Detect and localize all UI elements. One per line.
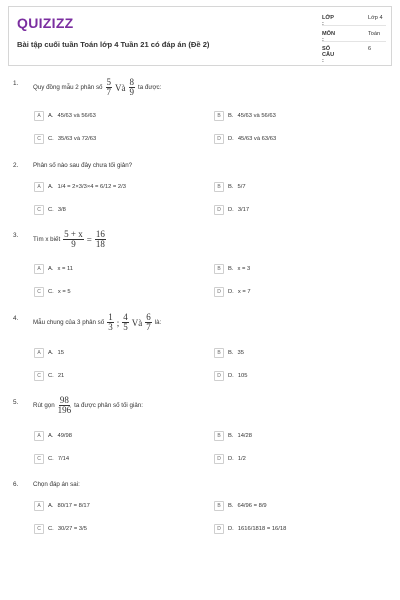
option-c[interactable]	[34, 524, 87, 534]
option-label: C.	[48, 526, 54, 532]
question-suffix: là:	[154, 319, 162, 326]
option-a[interactable]	[34, 501, 90, 511]
option-b[interactable]	[214, 431, 252, 441]
question-prefix: Mẫu chung của 3 phân số	[33, 319, 105, 326]
option-a[interactable]	[34, 431, 72, 441]
option-text: 45/63 và 63/63	[237, 136, 277, 142]
option-label: D.	[228, 373, 234, 379]
option-label: A.	[48, 184, 54, 190]
option-letter-box: C	[34, 287, 44, 297]
numerator: 16	[95, 229, 105, 239]
option-c[interactable]	[34, 287, 71, 297]
option-d[interactable]	[214, 524, 286, 534]
question-number: 4.	[13, 315, 19, 322]
option-label: B.	[228, 113, 234, 119]
conjunction: Và	[131, 317, 143, 328]
fraction	[107, 313, 114, 332]
question-prefix: Rút gọn	[33, 402, 55, 409]
option-letter-box: B	[214, 431, 224, 441]
option-a[interactable]	[34, 111, 96, 121]
option-letter-box: A	[34, 348, 44, 358]
option-label: A.	[48, 350, 54, 356]
denominator: 9	[129, 87, 134, 97]
question-text	[33, 313, 161, 332]
numerator: 98	[59, 395, 69, 405]
option-text: 7/14	[57, 456, 70, 462]
option-a[interactable]	[34, 348, 64, 358]
fraction	[95, 230, 106, 249]
meta-key: LỚP :	[322, 15, 334, 27]
question-text: Chọn đáp án sai:	[33, 481, 80, 488]
option-letter-box: B	[214, 264, 224, 274]
option-letter-box: D	[214, 371, 224, 381]
option-d[interactable]	[214, 371, 247, 381]
option-label: C.	[48, 456, 54, 462]
option-label: B.	[228, 433, 234, 439]
option-text: 21	[57, 373, 65, 379]
question-suffix: ta được:	[138, 84, 162, 91]
denominator: 196	[57, 405, 72, 415]
numerator: 1	[108, 312, 113, 322]
option-b[interactable]	[214, 348, 244, 358]
option-text: 1616/1818 = 16/18	[237, 526, 287, 532]
numerator: 6	[146, 312, 151, 322]
separator: ;	[116, 317, 120, 328]
option-letter-box: B	[214, 501, 224, 511]
option-c[interactable]	[34, 134, 96, 144]
option-text: 35	[237, 350, 244, 356]
option-letter-box: A	[34, 501, 44, 511]
option-label: C.	[48, 373, 54, 379]
numerator: 5 + x	[64, 229, 83, 239]
question-text	[33, 396, 143, 415]
option-text: 3/17	[237, 207, 250, 213]
option-label: D.	[228, 456, 234, 462]
option-letter-box: A	[34, 182, 44, 192]
option-letter-box: D	[214, 134, 224, 144]
option-text: 45/63 và 56/63	[57, 113, 96, 119]
question-number: 5.	[13, 399, 19, 406]
denominator: 3	[108, 322, 113, 332]
option-label: C.	[48, 207, 54, 213]
option-letter-box: D	[214, 205, 224, 215]
option-letter-box: C	[34, 454, 44, 464]
option-label: A.	[48, 433, 54, 439]
numerator: 4	[123, 312, 128, 322]
equals-sign: =	[86, 234, 92, 245]
option-label: D.	[228, 136, 234, 142]
denominator: 7	[146, 322, 151, 332]
option-text: x = 11	[57, 266, 74, 272]
option-d[interactable]	[214, 454, 246, 464]
option-b[interactable]	[214, 264, 250, 274]
option-label: D.	[228, 526, 234, 532]
fraction	[145, 313, 152, 332]
denominator: 18	[95, 239, 105, 249]
option-text: 15	[57, 350, 64, 356]
option-b[interactable]	[214, 111, 276, 121]
option-c[interactable]	[34, 205, 66, 215]
meta-key: MÔN :	[322, 31, 336, 43]
option-label: B.	[228, 184, 234, 190]
option-c[interactable]	[34, 454, 69, 464]
denominator: 9	[71, 239, 76, 249]
option-letter-box: B	[214, 182, 224, 192]
option-text: 30/27 = 3/5	[57, 526, 87, 532]
divider	[322, 41, 386, 42]
fraction	[129, 78, 136, 97]
numerator: 8	[129, 77, 134, 87]
question-number: 2.	[13, 162, 19, 169]
option-label: C.	[48, 136, 54, 142]
question-prefix: Tìm x biết	[33, 236, 61, 243]
option-a[interactable]	[34, 182, 126, 192]
divider	[322, 25, 386, 26]
option-letter-box: C	[34, 524, 44, 534]
option-label: D.	[228, 289, 234, 295]
question-number: 1.	[13, 80, 19, 87]
option-text: 80/17 = 8/17	[57, 503, 90, 509]
conjunction: Và	[115, 82, 126, 93]
question-text	[33, 230, 106, 249]
option-letter-box: D	[214, 287, 224, 297]
option-c[interactable]	[34, 371, 64, 381]
option-a[interactable]	[34, 264, 73, 274]
fraction	[63, 230, 84, 249]
meta-value: Lớp 4	[368, 15, 383, 21]
option-text: x = 5	[57, 289, 71, 295]
question-number: 3.	[13, 232, 19, 239]
option-letter-box: C	[34, 371, 44, 381]
meta-key: SỐ CÂU :	[322, 46, 335, 64]
option-letter-box: C	[34, 134, 44, 144]
option-text: x = 3	[237, 266, 251, 272]
option-letter-box: B	[214, 348, 224, 358]
option-letter-box: D	[214, 524, 224, 534]
option-label: A.	[48, 266, 54, 272]
question-number: 6.	[13, 481, 19, 488]
option-letter-box: B	[214, 111, 224, 121]
option-text: 49/98	[57, 433, 72, 439]
option-text: 45/63 và 56/63	[237, 113, 276, 119]
option-d[interactable]	[214, 205, 249, 215]
meta-value: 6	[368, 46, 372, 52]
option-label: C.	[48, 289, 54, 295]
option-text: 5/7	[237, 184, 246, 190]
option-label: B.	[228, 350, 234, 356]
option-letter-box: D	[214, 454, 224, 464]
option-letter-box: C	[34, 205, 44, 215]
option-text: x = 7	[237, 289, 251, 295]
worksheet-title: Bài tập cuối tuần Toán lớp 4 Tuần 21 có đáp án (Đề 2)	[17, 40, 210, 49]
option-d[interactable]	[214, 134, 276, 144]
option-text: 1/4 = 2×3/3×4 = 6/12 = 2/3	[57, 184, 126, 190]
question-text: Phân số nào sau đây chưa tối giản?	[33, 162, 133, 169]
fraction	[122, 313, 129, 332]
option-text: 3/8	[57, 207, 66, 213]
question-prefix: Quy đồng mẫu 2 phân số	[33, 84, 103, 91]
quizizz-logo: QUIZIZZ	[17, 15, 74, 31]
option-letter-box: A	[34, 431, 44, 441]
option-b[interactable]	[214, 501, 267, 511]
option-text: 1/2	[237, 456, 246, 462]
option-label: B.	[228, 503, 234, 509]
option-text: 64/96 = 8/9	[237, 503, 267, 509]
question-suffix: ta được phân số tối giản:	[74, 402, 143, 409]
option-label: B.	[228, 266, 234, 272]
option-letter-box: A	[34, 111, 44, 121]
option-d[interactable]	[214, 287, 251, 297]
denominator: 5	[123, 322, 128, 332]
question-text	[33, 78, 161, 97]
option-label: A.	[48, 503, 54, 509]
option-text: 14/28	[237, 433, 252, 439]
fraction	[58, 396, 72, 415]
option-b[interactable]	[214, 182, 246, 192]
meta-value: Toán	[368, 31, 381, 37]
option-text: 105	[237, 373, 248, 379]
numerator: 5	[106, 77, 111, 87]
option-letter-box: A	[34, 264, 44, 274]
option-label: D.	[228, 207, 234, 213]
denominator: 7	[106, 87, 111, 97]
option-label: A.	[48, 113, 54, 119]
option-text: 35/63 và 72/63	[57, 136, 97, 142]
fraction	[106, 78, 113, 97]
